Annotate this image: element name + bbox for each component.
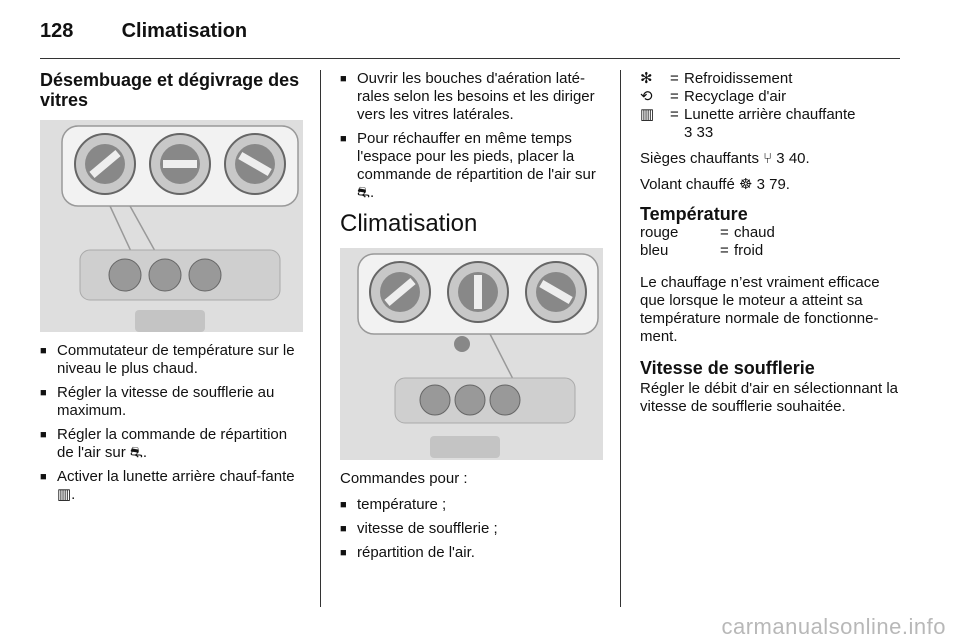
vent-steps: [340, 70, 605, 202]
color-meaning: froid: [734, 242, 764, 259]
list-item: ■ répartition de l'air.: [340, 544, 605, 562]
section-heading: Climatisation: [340, 210, 478, 237]
equals-sign: =: [670, 88, 679, 105]
list-item: ■ Régler la vitesse de soufflerie au maximum.: [40, 384, 305, 420]
equals-sign: =: [720, 224, 729, 241]
watermark: carmanualsonline.info: [721, 614, 946, 639]
list-item: ■ Commutateur de température sur le niveau le plus chaud.: [40, 342, 305, 378]
list-item: ■ température ;: [340, 496, 605, 514]
controls-intro: Commandes pour :: [340, 470, 468, 487]
legend-text: Lunette arrière chauffante: [684, 106, 856, 123]
page-number: 128: [40, 20, 74, 42]
legend-row: [640, 242, 775, 260]
section-heading: Vitesse de soufflerie: [640, 358, 815, 378]
color-meaning: chaud: [734, 224, 775, 241]
equals-sign: =: [670, 106, 679, 123]
column-divider: [620, 70, 621, 607]
legend-row: [640, 106, 856, 142]
equals-sign: =: [670, 70, 679, 87]
equals-sign: =: [720, 242, 729, 259]
list-item: ■ Régler la commande de répartition de l'air sur ⛐.: [40, 426, 305, 462]
column-divider: [320, 70, 321, 607]
defrost-steps: [40, 342, 305, 504]
page-reference: 3 33: [684, 124, 714, 141]
fan-text: Régler le débit d'air en sélectionnant la vitesse de soufflerie souhaitée.: [640, 380, 899, 415]
legend-cell: [684, 106, 856, 142]
symbol-legend: [640, 70, 856, 142]
legend-row: [640, 88, 856, 106]
seats-reference: Sièges chauffants ⑂ 3 40.: [640, 150, 810, 167]
wheel-reference: Volant chauffé ☸ 3 79.: [640, 176, 790, 193]
controls-list: [340, 496, 605, 562]
column-1: [40, 70, 305, 510]
section-heading: Température: [640, 204, 748, 224]
legend-text: Refroidissement: [684, 70, 793, 87]
column-3: [640, 70, 902, 424]
section-heading: Désembuage et dégivrage des vitres: [40, 70, 300, 110]
legend-row: [640, 224, 775, 242]
rear-defrost-icon: ▥: [640, 106, 655, 123]
list-item: ■ Pour réchauffer en même temps l'espace pour les pieds, placer la commande de répartition de l'air sur ⛐.: [340, 130, 605, 202]
recirculation-icon: ⟲: [640, 88, 653, 105]
legend-row: [640, 70, 856, 88]
temperature-legend: [640, 224, 775, 260]
climate-panel-illustration: [40, 120, 303, 332]
legend-text: Recyclage d'air: [684, 88, 787, 105]
color-label: bleu: [640, 242, 669, 259]
color-label: rouge: [640, 224, 679, 241]
header-rule: [40, 58, 900, 59]
cooling-icon: ✻: [640, 70, 653, 87]
list-item: ■ Ouvrir les bouches d'aération laté-rales selon les besoins et les diriger vers les vitres latérales.: [340, 70, 605, 124]
list-item: ■ Activer la lunette arrière chauf-fante ▥.: [40, 468, 305, 504]
temperature-text: Le chauffage n’est vraiment efficace que lorsque le moteur a atteint sa température normale de fonctionne-ment.: [640, 274, 880, 345]
ac-panel-illustration: [340, 248, 603, 460]
page-header: [40, 20, 247, 43]
list-item: ■ vitesse de soufflerie ;: [340, 520, 605, 538]
column-2: [340, 70, 605, 568]
page-title: Climatisation: [121, 20, 248, 42]
